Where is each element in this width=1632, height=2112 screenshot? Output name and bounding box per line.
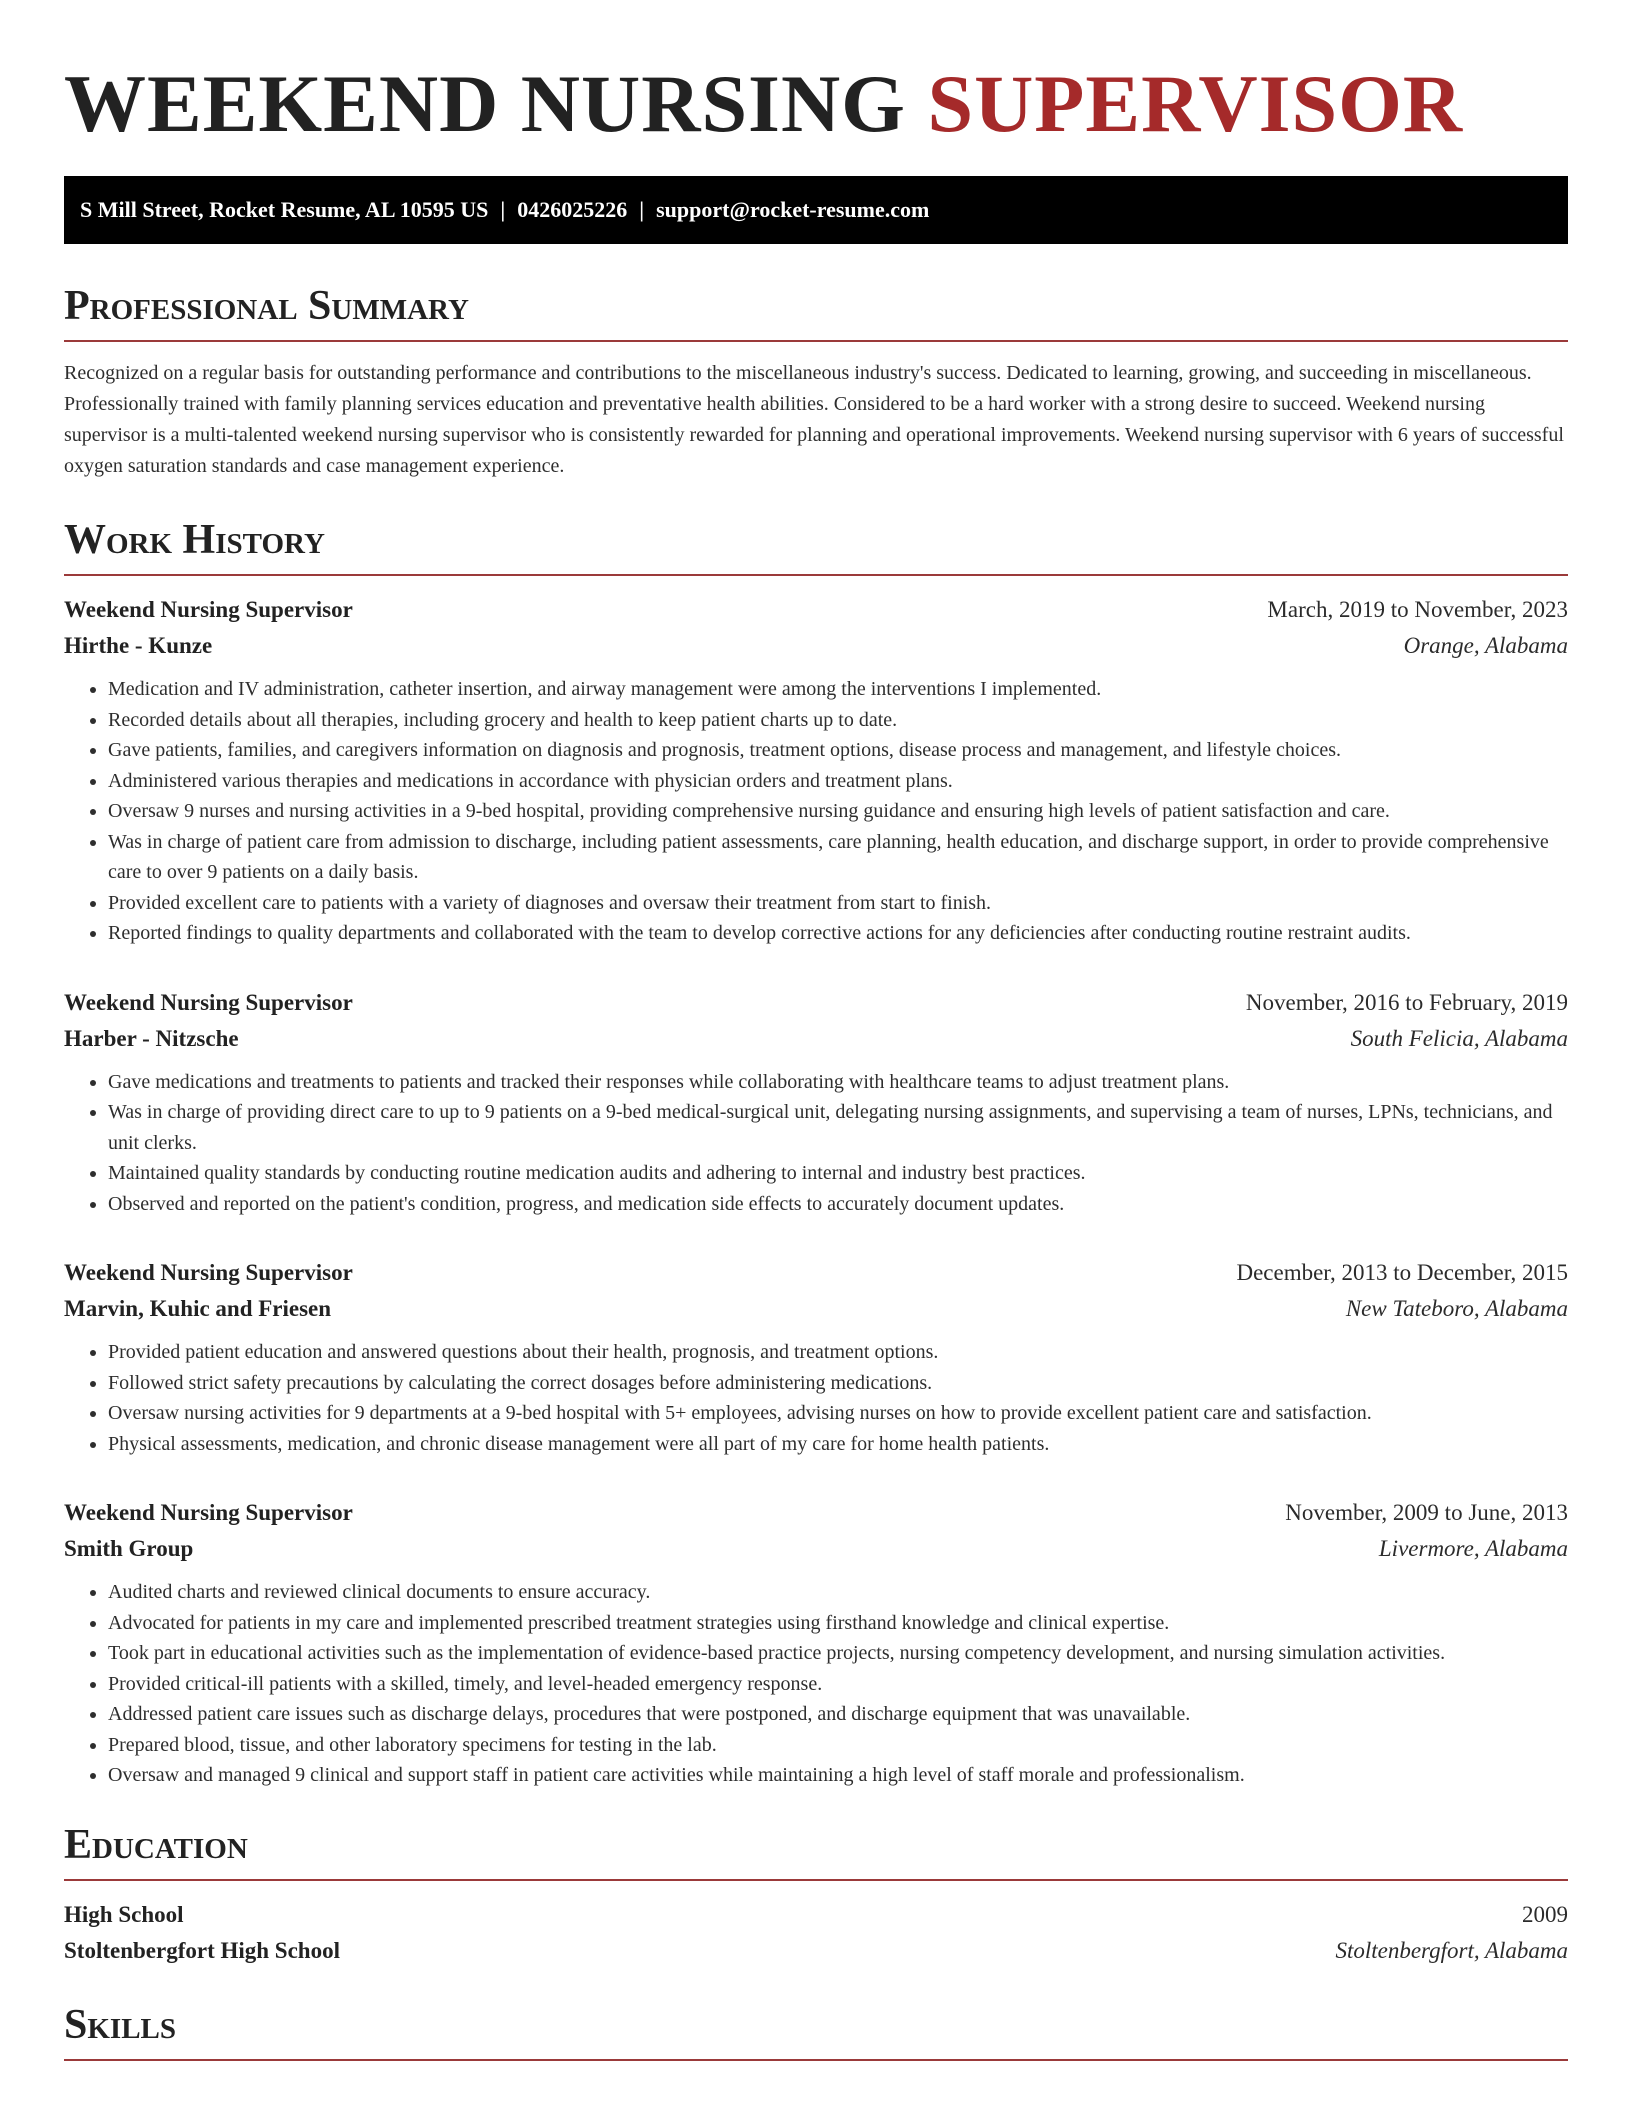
job-location: New Tateboro, Alabama bbox=[1345, 1296, 1568, 1321]
resume-name bbox=[64, 0, 1568, 154]
job-bullet: • Advocated for patients in my care and implemented prescribed treatment strategies using firsthand knowledge and clinical expertise. bbox=[108, 1608, 1568, 1639]
job-dates: December, 2013 to December, 2015 bbox=[1236, 1260, 1568, 1285]
contact-separator: | bbox=[639, 197, 645, 222]
job-bullets bbox=[64, 1067, 1568, 1220]
job-bullet: • Oversaw 9 nurses and nursing activities in a 9-bed hospital, providing comprehensive nursing guidance and ensuring high levels of patient satisfaction and care. bbox=[108, 796, 1568, 827]
job-bullet: • Medication and IV administration, catheter insertion, and airway management were among the interventions I implemented. bbox=[108, 674, 1568, 705]
job-entry bbox=[64, 985, 1568, 1220]
job-entry bbox=[64, 1495, 1568, 1791]
contact-phone: 0426025226 bbox=[517, 197, 628, 222]
contact-address: S Mill Street, Rocket Resume, AL 10595 US bbox=[80, 197, 489, 222]
job-bullets bbox=[64, 674, 1568, 949]
job-location: Livermore, Alabama bbox=[1378, 1536, 1568, 1561]
job-title-row bbox=[64, 1255, 1568, 1291]
job-bullet: • Administered various therapies and medications in accordance with physician orders and treatment plans. bbox=[108, 766, 1568, 797]
job-bullet: • Audited charts and reviewed clinical documents to ensure accuracy. bbox=[108, 1577, 1568, 1608]
education-degree-row bbox=[64, 1897, 1568, 1933]
job-dates: March, 2019 to November, 2023 bbox=[1267, 597, 1568, 622]
job-company-row bbox=[64, 1021, 1568, 1057]
job-bullet: • Took part in educational activities such as the implementation of evidence-based practice projects, nursing competency development, and nursing simulation activities. bbox=[108, 1638, 1568, 1669]
resume-page bbox=[64, 0, 1568, 2061]
job-company-row bbox=[64, 628, 1568, 664]
job-bullet: • Oversaw nursing activities for 9 departments at a 9-bed hospital with 5+ employees, advising nurses on how to provide excellent patient care and satisfaction. bbox=[108, 1398, 1568, 1429]
job-company-row bbox=[64, 1531, 1568, 1567]
job-bullet: • Physical assessments, medication, and chronic disease management were all part of my care for home health patients. bbox=[108, 1429, 1568, 1460]
education-degree: High School bbox=[64, 1901, 184, 1927]
job-bullet: • Observed and reported on the patient's condition, progress, and medication side effects to accurately document updates. bbox=[108, 1189, 1568, 1220]
education-school-row bbox=[64, 1933, 1568, 1969]
name-part-2: SUPERVISOR bbox=[927, 58, 1464, 149]
job-company: Hirthe - Kunze bbox=[64, 633, 213, 658]
job-bullet: • Was in charge of patient care from admission to discharge, including patient assessments, care planning, health education, and discharge support, in order to provide comprehensive care to over 9 patients on a daily basis. bbox=[108, 827, 1568, 888]
job-title: Weekend Nursing Supervisor bbox=[64, 989, 353, 1015]
name-part-1: WEEKEND NURSING bbox=[64, 58, 906, 149]
education-year: 2009 bbox=[1522, 1901, 1568, 1927]
contact-bar bbox=[64, 176, 1568, 244]
summary-text: Recognized on a regular basis for outstanding performance and contributions to the miscellaneous industry's success. Dedicated to learning, growing, and succeeding in miscellaneous. Professionally trained with family planning services education and preventative health abilities. Considered to be a hard worker with a strong desire to succeed. Weekend nursing supervisor is a multi-talented weekend nursing supervisor who is consistently rewarded for planning and operational improvements. Weekend nursing supervisor with 6 years of successful oxygen saturation standards and case management experience. bbox=[64, 362, 1564, 477]
job-bullet: • Provided critical-ill patients with a skilled, timely, and level-headed emergency response. bbox=[108, 1669, 1568, 1700]
job-bullet: • Gave patients, families, and caregivers information on diagnosis and prognosis, treatment options, disease process and management, and lifestyle choices. bbox=[108, 735, 1568, 766]
section-title-skills: Skills bbox=[64, 1999, 1568, 2061]
job-bullet: • Gave medications and treatments to patients and tracked their responses while collaborating with healthcare teams to adjust treatment plans. bbox=[108, 1067, 1568, 1098]
section-title-education: Education bbox=[64, 1819, 1568, 1881]
job-bullet: • Was in charge of providing direct care to up to 9 patients on a 9-bed medical-surgical unit, delegating nursing assignments, and supervising a team of nurses, LPNs, technicians, and unit clerks. bbox=[108, 1097, 1568, 1158]
contact-separator: | bbox=[500, 197, 506, 222]
job-bullet: • Reported findings to quality departments and collaborated with the team to develop corrective actions for any deficiencies after conducting routine restraint audits. bbox=[108, 918, 1568, 949]
education-entry bbox=[64, 1897, 1568, 1969]
job-bullet: • Followed strict safety precautions by calculating the correct dosages before administering medications. bbox=[108, 1368, 1568, 1399]
skills-section bbox=[64, 1999, 1568, 2061]
education-section bbox=[64, 1819, 1568, 1969]
job-entry bbox=[64, 592, 1568, 949]
job-bullet: • Oversaw and managed 9 clinical and support staff in patient care activities while maintaining a high level of staff morale and professionalism. bbox=[108, 1760, 1568, 1791]
job-bullets bbox=[64, 1337, 1568, 1459]
job-dates: November, 2016 to February, 2019 bbox=[1245, 989, 1568, 1015]
job-company: Marvin, Kuhic and Friesen bbox=[64, 1296, 332, 1321]
job-bullet: • Provided excellent care to patients with a variety of diagnoses and oversaw their treatment from start to finish. bbox=[108, 888, 1568, 919]
job-bullets bbox=[64, 1577, 1568, 1791]
job-title: Weekend Nursing Supervisor bbox=[64, 1260, 353, 1285]
job-entry bbox=[64, 1255, 1568, 1459]
job-company: Smith Group bbox=[64, 1536, 194, 1561]
job-title: Weekend Nursing Supervisor bbox=[64, 1500, 353, 1525]
job-dates: November, 2009 to June, 2013 bbox=[1285, 1500, 1568, 1525]
section-title-work: Work History bbox=[64, 514, 1568, 576]
contact-email: support@rocket-resume.com bbox=[656, 197, 930, 222]
work-history-section bbox=[64, 514, 1568, 1791]
job-location: Orange, Alabama bbox=[1403, 633, 1568, 658]
job-bullet: • Addressed patient care issues such as discharge delays, procedures that were postponed, and discharge equipment that was unavailable. bbox=[108, 1699, 1568, 1730]
job-title-row bbox=[64, 592, 1568, 628]
section-title-summary: Professional Summary bbox=[64, 280, 1568, 342]
job-bullet: • Maintained quality standards by conducting routine medication audits and adhering to internal and industry best practices. bbox=[108, 1158, 1568, 1189]
job-title-row bbox=[64, 1495, 1568, 1531]
job-title-row bbox=[64, 985, 1568, 1021]
job-title: Weekend Nursing Supervisor bbox=[64, 597, 353, 622]
job-bullet: • Prepared blood, tissue, and other laboratory specimens for testing in the lab. bbox=[108, 1730, 1568, 1761]
professional-summary-section bbox=[64, 280, 1568, 482]
job-location: South Felicia, Alabama bbox=[1350, 1025, 1568, 1051]
job-bullet: • Provided patient education and answered questions about their health, prognosis, and treatment options. bbox=[108, 1337, 1568, 1368]
job-bullet: • Recorded details about all therapies, including grocery and health to keep patient charts up to date. bbox=[108, 705, 1568, 736]
education-school: Stoltenbergfort High School bbox=[64, 1937, 340, 1963]
job-company-row bbox=[64, 1291, 1568, 1327]
job-company: Harber - Nitzsche bbox=[64, 1025, 239, 1051]
education-location: Stoltenbergfort, Alabama bbox=[1335, 1937, 1568, 1963]
